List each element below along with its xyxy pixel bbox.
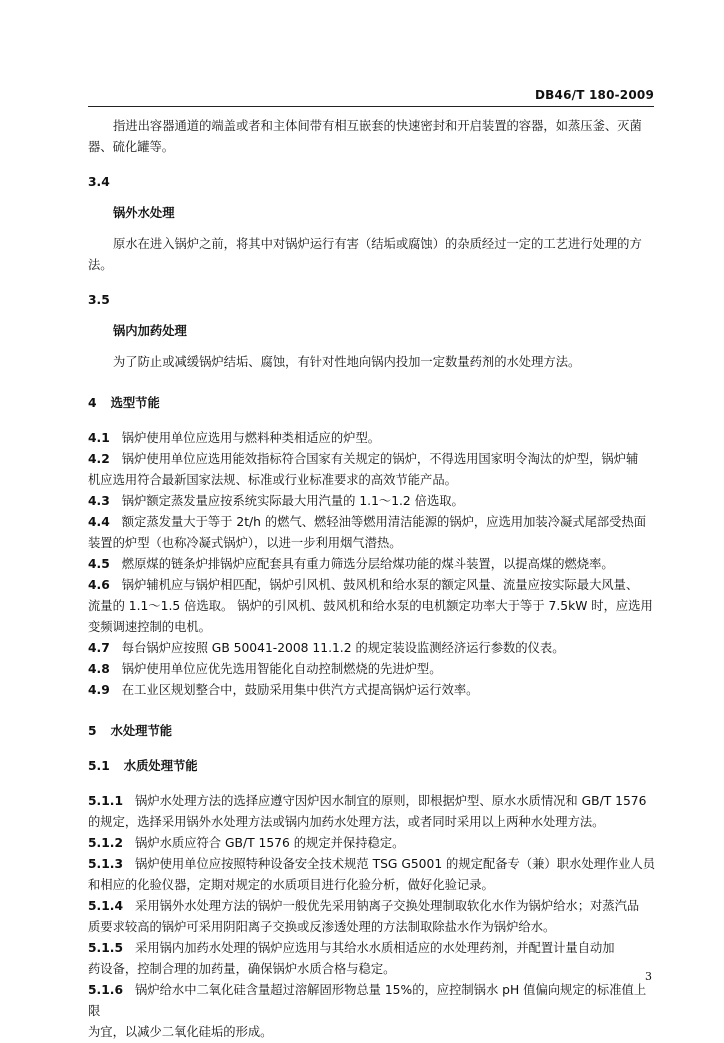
clause-4-1 [88,428,658,449]
clause-number: 4.2 [88,452,110,466]
clause-4-5 [88,554,658,575]
clause-number: 5.1.6 [88,983,124,997]
clause-text: 锅炉使用单位应选用与燃料种类相适应的炉型。 [121,431,381,445]
definition-3-5-number: 3.5 [88,293,110,307]
clause-number: 5.1.1 [88,794,124,808]
clause-number: 4.4 [88,515,110,529]
clause-number: 4.1 [88,431,110,445]
clause-4-2 [88,449,658,470]
header-rule [88,106,654,107]
clause-4-8 [88,659,658,680]
clause-text: 锅炉使用单位应选用能效指标符合国家有关规定的锅炉，不得选用国家明令淘汰的炉型，锅炉辅 [121,452,639,466]
subsection-5-1-number: 5.1 [88,759,110,773]
clause-5-1-1-line-2: 的规定，选择采用锅外水处理方法或锅内加药水处理方法，或者同时采用以上两种水处理方法。 [88,815,605,829]
clause-number: 4.3 [88,494,110,508]
section-4-title: 选型节能 [110,396,160,410]
clause-text: 锅炉辅机应与锅炉相匹配，锅炉引风机、鼓风机和给水泵的额定风量、流量应按实际最大风量、 [121,578,639,592]
clause-5-1-4-line-2: 质要求较高的锅炉可采用阴阳离子交换或反渗透处理的方法制取除盐水作为锅炉给水。 [88,920,556,934]
clause-number: 4.8 [88,662,110,676]
clause-4-7 [88,638,658,659]
clause-4-2-line-2: 机应选用符合最新国家法规、标准或行业标准要求的高效节能产品。 [88,473,457,487]
clause-text: 锅炉额定蒸发量应按系统实际最大用汽量的 1.1～1.2 倍选取。 [121,494,464,508]
clause-number: 4.5 [88,557,110,571]
clause-text: 采用锅内加药水处理的锅炉应选用与其给水水质相适应的水处理药剂，并配置计量自动加 [135,941,615,955]
section-4-items [88,428,658,701]
section-5-items [88,791,658,1043]
definition-3-4-text-line-1: 原水在进入锅炉之前，将其中对锅炉运行有害（结垢或腐蚀）的杂质经过一定的工艺进行处理的方 [113,237,642,251]
doc-code-header: DB46/T 180-2009 [535,88,654,102]
clause-text: 锅炉水处理方法的选择应遵守因炉因水制宜的原则，即根据炉型、原水水质情况和 GB/T 1576 [135,794,647,808]
definition-3-5-term: 锅内加药处理 [113,324,187,338]
section-5-number: 5 [88,724,97,738]
clause-text: 锅炉给水中二氧化硅含量超过溶解固形物总量 15%的，应控制锅水 pH 值偏向规定的标准值上限 [88,983,647,1018]
clause-5-1-2 [88,833,658,854]
clause-5-1-4 [88,896,658,917]
clause-text: 锅炉使用单位应优先选用智能化自动控制燃烧的先进炉型。 [121,662,442,676]
subsection-5-1-heading [88,756,658,777]
clause-5-1-6 [88,980,658,1022]
section-4-number: 4 [88,396,97,410]
section-5-heading [88,721,658,742]
page-body [88,116,658,1043]
clause-4-3 [88,491,658,512]
definition-3-4-term: 锅外水处理 [113,206,175,220]
definition-3-3-continuation-line-2: 器、硫化罐等。 [88,140,175,154]
clause-4-6-line-2: 流量的 1.1～1.5 倍选取。 锅炉的引风机、鼓风机和给水泵的电机额定功率大于等于 7.5kW 时，应选用 [88,599,653,613]
clause-5-1-6-line-2: 为宜，以减少二氧化硅垢的形成。 [88,1025,273,1039]
page-number: 3 [645,970,652,983]
section-4-heading [88,393,658,414]
clause-text: 锅炉水质应符合 GB/T 1576 的规定并保持稳定。 [135,836,405,850]
clause-number: 5.1.2 [88,836,124,850]
clause-5-1-3 [88,854,658,875]
clause-4-9 [88,680,658,701]
clause-4-6-line-3: 变频调速控制的电机。 [88,620,211,634]
clause-number: 5.1.3 [88,857,124,871]
clause-number: 4.7 [88,641,110,655]
definition-3-4-text-line-2: 法。 [88,258,113,272]
clause-text: 燃原煤的链条炉排锅炉应配套具有重力筛选分层给煤功能的煤斗装置，以提高煤的燃烧率。 [121,557,614,571]
clause-5-1-3-line-2: 和相应的化验仪器，定期对规定的水质项目进行化验分析，做好化验记录。 [88,878,494,892]
clause-text: 每台锅炉应按照 GB 50041-2008 11.1.2 的规定装设监测经济运行参数的仪表。 [121,641,565,655]
clause-text: 在工业区规划整合中，鼓励采用集中供汽方式提高锅炉运行效率。 [121,683,479,697]
clause-4-6 [88,575,658,596]
definition-3-4-number: 3.4 [88,175,110,189]
clause-5-1-1 [88,791,658,812]
clause-5-1-5 [88,938,658,959]
subsection-5-1-title: 水质处理节能 [123,759,198,773]
definition-3-3-continuation-line-1: 指进出容器通道的端盖或者和主体间带有相互嵌套的快速密封和开启装置的容器，如蒸压釜、灭菌 [113,119,642,133]
clause-4-4-line-2: 装置的炉型（也称冷凝式锅炉），以进一步利用烟气潜热。 [88,536,402,550]
clause-text: 采用锅外水处理方法的锅炉一般优先采用钠离子交换处理制取软化水作为锅炉给水；对蒸汽品 [135,899,640,913]
definition-3-5-text-line-1: 为了防止或减缓锅炉结垢、腐蚀，有针对性地向锅内投加一定数量药剂的水处理方法。 [113,355,581,369]
clause-4-4 [88,512,658,533]
clause-number: 4.6 [88,578,110,592]
clause-number: 5.1.5 [88,941,124,955]
clause-number: 4.9 [88,683,110,697]
clause-text: 锅炉使用单位应按照特种设备安全技术规范 TSG G5001 的规定配备专（兼）职水处理作业人员 [135,857,656,871]
section-5-title: 水处理节能 [110,724,173,738]
clause-number: 5.1.4 [88,899,124,913]
clause-5-1-5-line-2: 药设备，控制合理的加药量，确保锅炉水质合格与稳定。 [88,962,396,976]
clause-text: 额定蒸发量大于等于 2t/h 的燃气、燃轻油等燃用清洁能源的锅炉，应选用加装冷凝式尾部受热面 [121,515,647,529]
